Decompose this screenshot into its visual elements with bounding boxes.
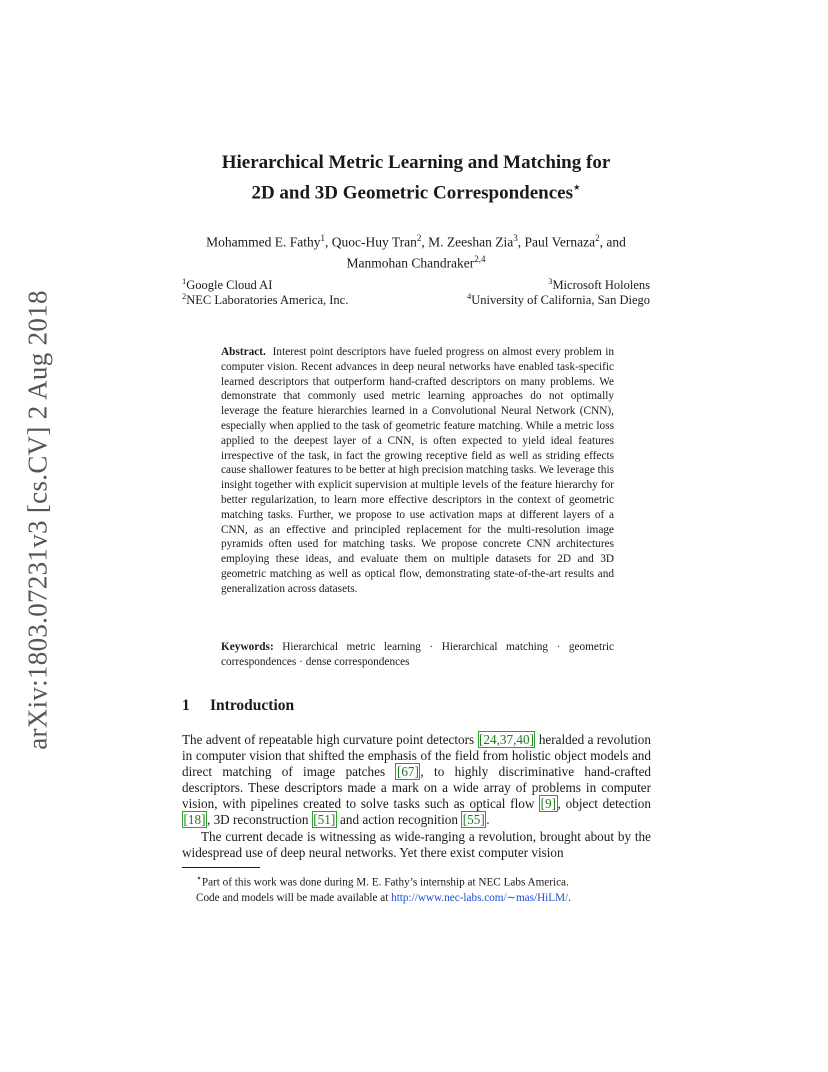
author-affiliation-mark: 3 bbox=[513, 233, 518, 243]
paragraph: The advent of repeatable high curvature point detectors [24,37,40] heralded a revolution in computer vision that shifted the emphasis of the field from holistic object models and direct matching of image patches [67] , to highly discriminative hand-crafted descriptors. These descriptors made a mark on a wide array of problems in computer vision, with pipelines created to solve tasks such as optical flow [9] , object detection [18] , 3D reconstruction [51] and action recognition [55] . bbox=[182, 732, 652, 828]
citation-link[interactable]: [9] bbox=[540, 796, 557, 812]
affiliation: $^4$University of California, San Diego bbox=[466, 291, 650, 308]
section-title: Introduction bbox=[210, 697, 295, 714]
author-name: M. Zeeshan Zia bbox=[428, 234, 514, 250]
abstract-label: Abstract. bbox=[221, 346, 266, 358]
abstract-text: Interest point descriptors have fueled progress on almost every problem in computer vision. Recent advances in deep neural networks have enabled task-specific learned descriptors that outperform hand-crafted descriptors on many problems. We demonstrate that commonly used metric learning approaches do not optimally leverage the feature hierarchies learned in a Convolutional Neural Network (CNN), especially when applied to the task of geometric feature matching. While a metric loss applied to the deepest layer of a CNN, is often expected to yield ideal features irrespective of the task, in fact the growing receptive field as well as striding effects cause shallower features to be better at high precision matching tasks. We leverage this insight together with explicit supervision at multiple levels of the feature hierarchy for better regularization, to learn more effective descriptors in the context of geometric matching tasks. Further, we propose to use activation maps at different layers of a CNN, as an effective and principled replacement for the multi-resolution image pyramids often used for matching tasks. We propose concrete CNN architectures employing these ideas, and evaluate them on multiple datasets for 2D and 3D geometric matching as well as optical flow, demonstrating state-of-the-art results and generalization across datasets. bbox=[221, 346, 614, 595]
footnote: ⋆Part of this work was done during M. E. Fathy’s internship at NEC Labs America. Code and models will be made available at http://www.nec-labs.com/∼mas/HiLM/. bbox=[196, 874, 571, 904]
keywords-text: Hierarchical metric learning · Hierarchical matching · geometric correspondences · dense correspondences bbox=[221, 641, 615, 668]
footnote-divider bbox=[182, 867, 260, 868]
author-name: Manmohan Chandraker bbox=[346, 255, 475, 270]
author-name: Mohammed E. Fathy bbox=[206, 234, 321, 250]
citation-link[interactable]: [51] bbox=[313, 812, 336, 828]
author-name: Quoc-Huy Tran bbox=[331, 234, 417, 250]
author-affiliation-mark: 2,4 bbox=[474, 253, 486, 264]
code-url-link[interactable]: http://www.nec-labs.com/∼mas/HiLM/ bbox=[391, 891, 569, 904]
affiliation: $^2$NEC Laboratories America, Inc. bbox=[182, 291, 349, 308]
author-list: Mohammed E. Fathy$^1$, Quoc-Huy Tran$^2$, M. Zeeshan Zia$^3$, Paul Vernaza$^2$, and Manmohan Chandraker$^{2,4}$ bbox=[206, 233, 626, 270]
keywords-label: Keywords: bbox=[221, 641, 274, 653]
citation-link[interactable]: [24,37,40] bbox=[479, 732, 534, 747]
author-affiliation-mark: 2 bbox=[595, 233, 600, 243]
section-heading bbox=[182, 697, 294, 715]
citation-link[interactable]: [55] bbox=[462, 812, 485, 828]
affiliation: $^1$Google Cloud AI bbox=[182, 276, 273, 293]
introduction-body bbox=[182, 732, 651, 861]
affiliation: $^3$Microsoft Hololens bbox=[548, 276, 650, 293]
paragraph: The current decade is witnessing as wide-ranging a revolution, brought about by the widespread use of deep neural networks. Yet there exist computer vision bbox=[182, 828, 651, 860]
keywords bbox=[221, 640, 614, 670]
paper-title bbox=[150, 150, 682, 205]
citation-link[interactable]: [18] bbox=[183, 812, 206, 828]
arxiv-identifier: arXiv:1803.07231v3 [cs.CV] 2 Aug 2018 bbox=[22, 290, 53, 750]
arxiv-sidebar bbox=[20, 290, 56, 750]
section-number: 1 bbox=[182, 697, 190, 714]
title-line-2: 2D and 3D Geometric Correspondences bbox=[251, 182, 574, 204]
title-line-1: Hierarchical Metric Learning and Matching for bbox=[221, 152, 611, 173]
citation-link[interactable]: [67] bbox=[396, 764, 419, 780]
author-affiliation-mark: 1 bbox=[320, 233, 326, 243]
abstract bbox=[221, 345, 614, 597]
title-footnote-mark: ⋆ bbox=[573, 180, 581, 194]
author-affiliation-mark: 2 bbox=[416, 233, 422, 243]
footnote-mark: ⋆ bbox=[196, 874, 202, 884]
author-name: Paul Vernaza bbox=[524, 234, 596, 250]
